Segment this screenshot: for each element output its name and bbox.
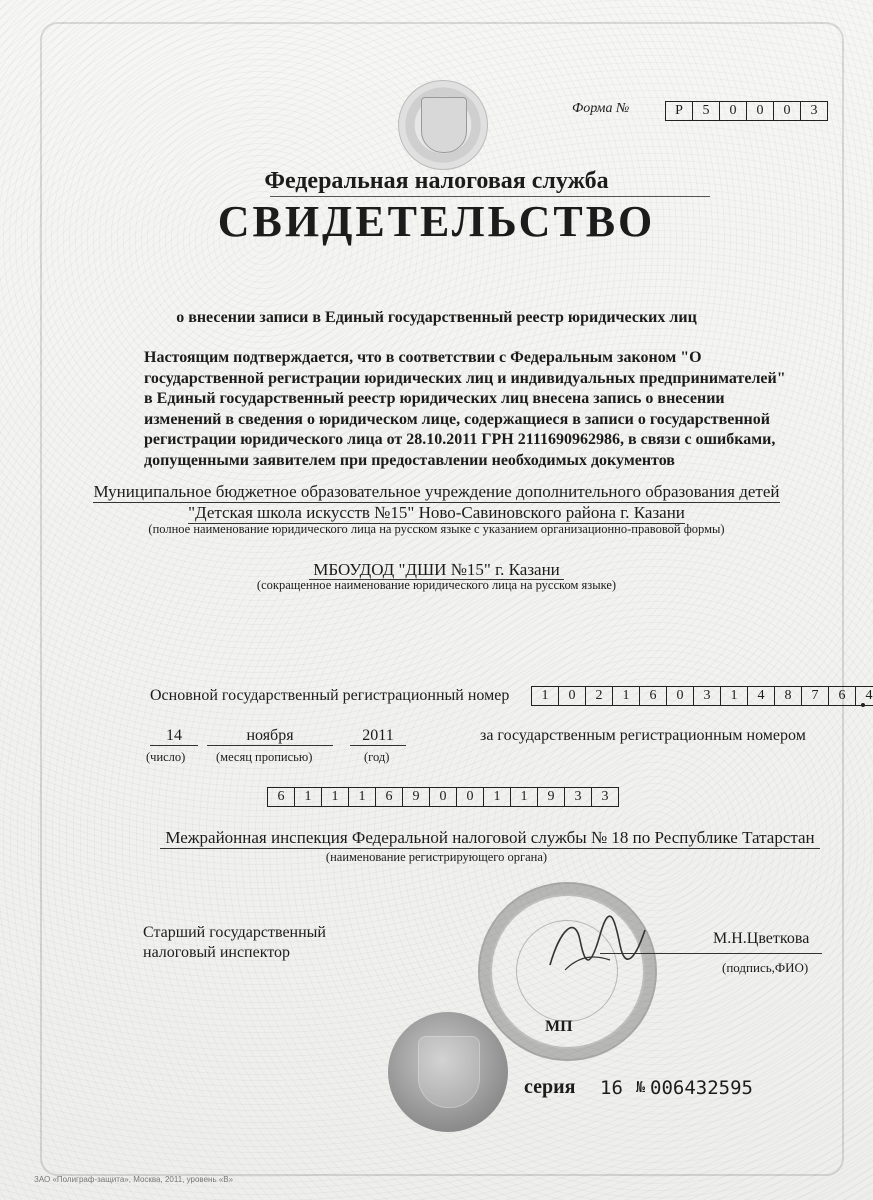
service-name: Федеральная налоговая служба [264, 168, 609, 194]
full-name-line: Муниципальное бюджетное образовательное учреждение дополнительного образования детей [93, 482, 780, 501]
grn-digit: 1 [348, 787, 376, 807]
grn-digit: 6 [267, 787, 295, 807]
ogrn-number [532, 686, 873, 706]
form-code-digit: 0 [746, 101, 774, 121]
printer-imprint: ЗАО «Полиграф-защита», Москва, 2011, уровень «В» [34, 1175, 234, 1184]
date-year: 2011 [350, 727, 406, 746]
registration-text: за государственным регистрационным номером [480, 727, 806, 744]
form-code-digit: 3 [800, 101, 828, 121]
confirmation-line: изменений в сведения о юридическом лице, содержащиеся в записи о государственной [144, 410, 770, 428]
grn-digit: 3 [564, 787, 592, 807]
ogrn-digit: 0 [558, 686, 586, 706]
full-name-line: "Детская школа искусств №15" Ново-Савиновского района г. Казани [188, 503, 685, 522]
number-sign: № [636, 1078, 646, 1096]
seal-place-label: МП [545, 1018, 573, 1035]
series-label: серия [524, 1076, 576, 1098]
day-caption: (число) [146, 750, 186, 764]
position-line: налоговый инспектор [143, 944, 291, 961]
grn-digit: 0 [456, 787, 484, 807]
ogrn-digit: 1 [612, 686, 640, 706]
grn-digit: 1 [294, 787, 322, 807]
full-name-caption: (полное наименование юридического лица на русском языке с указанием организационно-правовой формы) [148, 522, 725, 536]
serial-number: 006432595 [650, 1077, 753, 1099]
year-caption: (год) [364, 750, 390, 764]
ogrn-digit: 1 [531, 686, 559, 706]
confirmation-line: в Единый государственный реестр юридических лиц внесена запись о внесении [144, 390, 725, 407]
ogrn-digit: 7 [801, 686, 829, 706]
document-title: СВИДЕТЕЛЬСТВО [217, 197, 656, 246]
position-line: Старший государственный [143, 924, 326, 941]
organization-full-name [40, 482, 833, 524]
confirmation-line: Настоящим подтверждается, что в соответствии с Федеральным законом "О [144, 349, 702, 366]
form-label: Форма № [572, 101, 630, 116]
signature-caption: (подпись,ФИО) [722, 960, 809, 975]
ogrn-digit: 2 [585, 686, 613, 706]
organization-short-name [0, 560, 873, 580]
ogrn-digit: 3 [693, 686, 721, 706]
form-code-digit: 0 [719, 101, 747, 121]
ogrn-digit: 4 [855, 686, 873, 706]
ogrn-label: Основной государственный регистрационный номер [150, 687, 510, 704]
grn-digit: 1 [483, 787, 511, 807]
confirmation-text [144, 348, 824, 471]
document-subtitle: о внесении записи в Единый государственный реестр юридических лиц [176, 309, 697, 326]
grn-digit: 3 [591, 787, 619, 807]
ogrn-digit: 6 [828, 686, 856, 706]
grn-number [268, 787, 619, 807]
date-day: 14 [150, 727, 198, 746]
authority-caption: (наименование регистрирующего органа) [325, 850, 548, 864]
ogrn-digit: 4 [747, 686, 775, 706]
signature-line [600, 953, 822, 954]
grn-digit: 1 [510, 787, 538, 807]
form-code [666, 101, 828, 121]
signatory-position [143, 923, 326, 963]
ogrn-digit: 0 [666, 686, 694, 706]
registering-authority: Межрайонная инспекция Федеральной налоговой службы № 18 по Республике Татарстан [160, 828, 820, 849]
state-emblem-icon [398, 80, 488, 170]
short-name-caption: (сокращенное наименование юридического лица на русском языке) [256, 578, 617, 592]
grn-digit: 9 [537, 787, 565, 807]
date-month: ноября [207, 727, 333, 746]
confirmation-line: государственной регистрации юридических лиц и индивидуальных предпринимателей" [144, 369, 786, 387]
confirmation-line: допущенными заявителем при предоставлении необходимых документов [144, 451, 675, 469]
margin-dot [861, 703, 865, 707]
confirmation-line: регистрации юридического лица от 28.10.2011 ГРН 2111690962986, в связи с ошибками, [144, 431, 776, 448]
hologram-seal-icon [388, 1012, 508, 1132]
signatory-name: М.Н.Цветкова [713, 930, 810, 947]
grn-digit: 1 [321, 787, 349, 807]
grn-digit: 6 [375, 787, 403, 807]
form-code-digit: Р [665, 101, 693, 121]
month-caption: (месяц прописью) [216, 750, 313, 764]
short-name-value: МБОУДОД "ДШИ №15" г. Казани [309, 560, 564, 580]
signature [540, 910, 650, 980]
ogrn-digit: 8 [774, 686, 802, 706]
ogrn-digit: 6 [639, 686, 667, 706]
series-value: 16 [600, 1077, 623, 1099]
grn-digit: 9 [402, 787, 430, 807]
form-code-digit: 5 [692, 101, 720, 121]
ogrn-digit: 1 [720, 686, 748, 706]
grn-digit: 0 [429, 787, 457, 807]
form-code-digit: 0 [773, 101, 801, 121]
